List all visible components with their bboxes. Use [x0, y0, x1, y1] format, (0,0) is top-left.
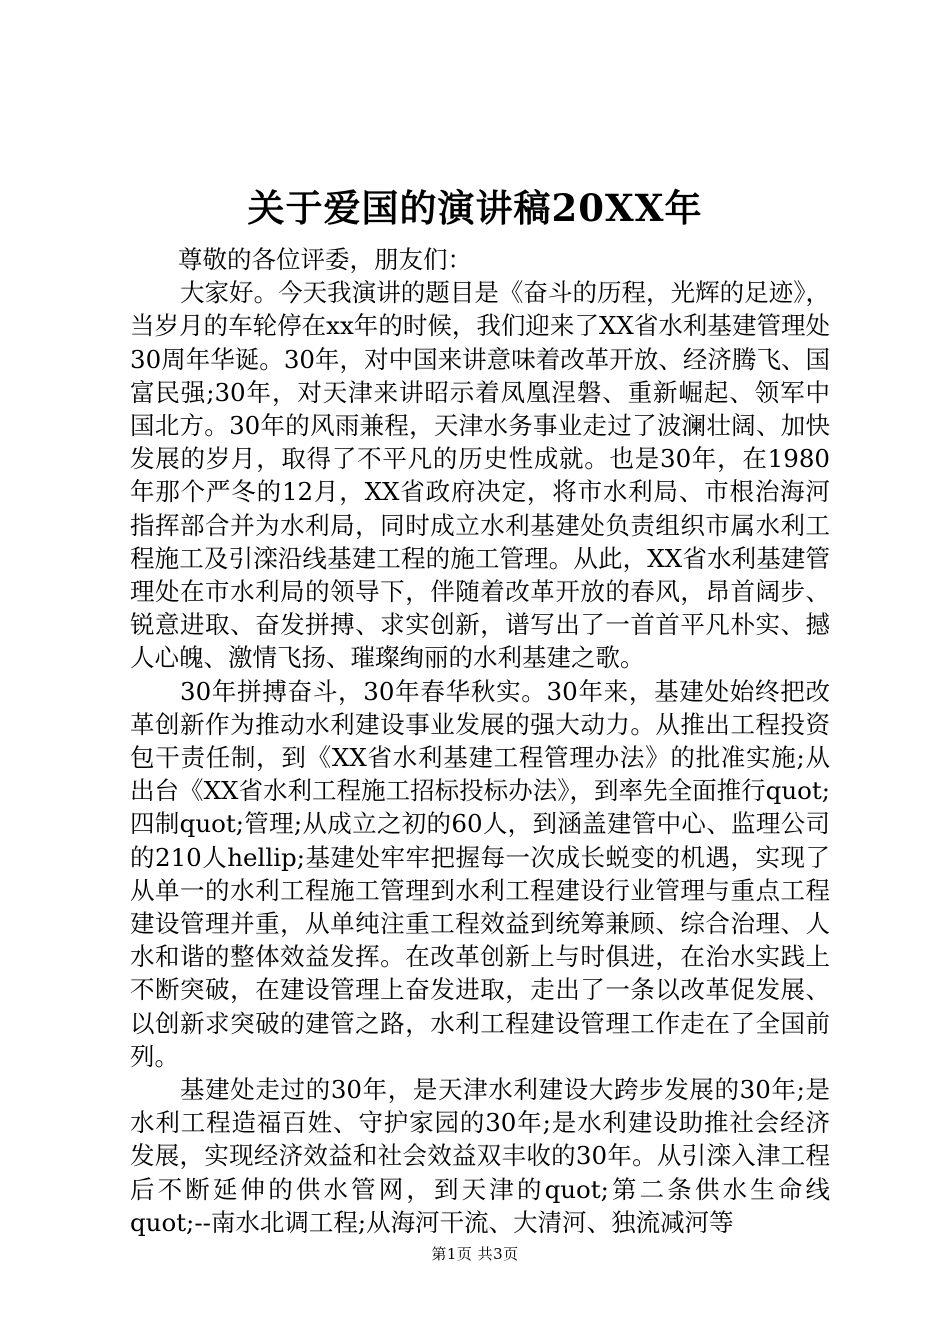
- document-body: [130, 243, 830, 1239]
- document-title: 关于爱国的演讲稿20XX年: [247, 186, 703, 230]
- salutation: 尊敬的各位评委，朋友们：: [178, 245, 472, 274]
- paragraph-3: 基建处走过的30年，是天津水利建设大跨步发展的30年;是水利工程造福百姓、守护家园的30年;是水利建设助推社会经济发展，实现经济效益和社会效益双丰收的30年。从引滦入津工程后不断延伸的供水管网，到天津的quot;第二条供水生命线quot;--南水北调工程;从海河干流、大清河、独流减河等: [130, 1075, 830, 1237]
- paragraph-2: 30年拼搏奋斗，30年春华秋实。30年来，基建处始终把改革创新作为推动水利建设事业发展的强大动力。从推出工程投资包干责任制，到《XX省水利基建工程管理办法》的批准实施;从出台《XX省水利工程施工招标投标办法》，到率先全面推行quot;四制quot;管理;从成立之初的60人，到涵盖建管中心、监理公司的210人hellip;基建处牢牢把握每一次成长蜕变的机遇，实现了从单一的水利工程施工管理到水利工程建设行业管理与重点工程建设管理并重，从单纯注重工程效益到统筹兼顾、综合治理、人水和谐的整体效益发挥。在改革创新上与时俱进，在治水实践上不断突破，在建设管理上奋发进取，走出了一条以改革促发展、以创新求突破的建管之路，水利工程建设管理工作走在了全国前列。: [130, 676, 830, 1071]
- paragraph-1: 大家好。今天我演讲的题目是《奋斗的历程，光辉的足迹》，当岁月的车轮停在xx年的时候，我们迎来了XX省水利基建管理处30周年华诞。30年，对中国来讲意味着改革开放、经济腾飞、国富民强;30年，对天津来讲昭示着凤凰涅磐、重新崛起、领军中国北方。30年的风雨兼程，天津水务事业走过了波澜壮阔、加快发展的岁月，取得了不平凡的历史性成就。也是30年，在1980年那个严冬的12月，XX省政府决定，将市水利局、市根治海河指挥部合并为水利局，同时成立水利基建处负责组织市属水利工程施工及引滦沿线基建工程的施工管理。从此，XX省水利基建管理处在市水利局的领导下，伴随着改革开放的春风，昂首阔步、锐意进取、奋发拼搏、求实创新，谱写出了一首首平凡朴实、撼人心魄、激情飞扬、璀璨绚丽的水利基建之歌。: [130, 278, 830, 673]
- page-footer: 第1页 共3页: [431, 1245, 519, 1263]
